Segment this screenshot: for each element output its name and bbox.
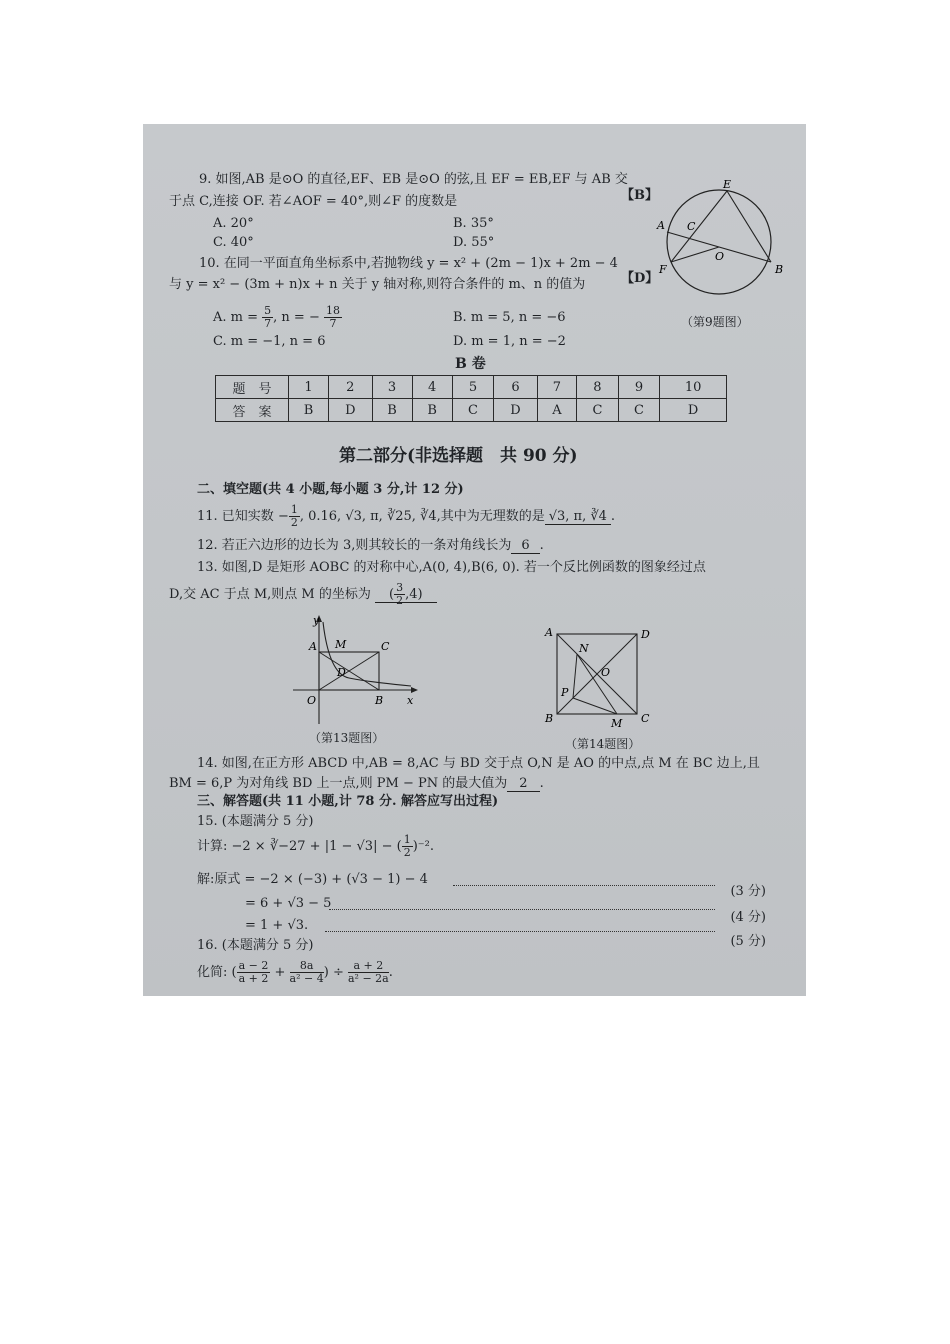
q9-label-c: C — [687, 220, 696, 233]
q14-label-m: M — [611, 717, 623, 728]
q14-answer: 2 — [507, 776, 539, 792]
answer-key-title: B 卷 — [455, 356, 486, 372]
q15-calculation — [197, 834, 434, 860]
answer-key-answer: D — [660, 399, 727, 422]
q14-label-n: N — [579, 642, 589, 655]
q10-line2: 与 y = x² − (3m + n)x + n 关于 y 轴对称,则符合条件的 m、n 的值为 — [169, 277, 586, 292]
answer-key-number: 1 — [289, 376, 329, 399]
q12-question: 12. 若正六边形的边长为 3,则其较长的一条对角线长为 — [197, 538, 512, 553]
q14-question: BM = 6,P 为对角线 BD 上一点,则 PM − PN 的最大值为 — [169, 776, 508, 791]
q12-answer: 6 — [511, 538, 539, 554]
answer-key-answer: C — [452, 399, 494, 422]
q15-solution-step3: = 1 + √3. — [245, 918, 309, 933]
answer-key-answer: C — [618, 399, 660, 422]
q11-text: 11. 已知实数 − $\frac{1}{2}$ , 0.16, √3, π, ∛25, ∛4,其中为无理数的是 √3, π, ∛4 . — [197, 503, 616, 529]
q11-fraction: $\frac{1}{2}$ — [290, 503, 298, 529]
q13-label-a: A — [309, 640, 317, 653]
q15-heading: 15. (本题满分 5 分) — [197, 814, 314, 829]
q10-option-a-prefix: A. m = — [213, 310, 259, 325]
q15-score-1: (3 分) — [730, 884, 766, 899]
section3-title: 三、解答题(共 11 小题,计 78 分. 解答应写出过程) — [197, 794, 499, 809]
answer-key-number: 5 — [452, 376, 494, 399]
q13-line2 — [169, 582, 437, 608]
q14-label-b: B — [545, 712, 554, 725]
q9-line1: 9. 如图,AB 是⊙O 的直径,EF、EB 是⊙O 的弦,且 EF = EB,EF 与 AB 交 — [199, 172, 628, 187]
q15-calc-fraction: $\frac{1}{2}$ — [403, 833, 411, 859]
q14-label-a: A — [545, 626, 553, 639]
answer-key-table — [215, 375, 727, 422]
q16-prefix: 化简: ( — [197, 965, 237, 980]
answer-key-answer: A — [537, 399, 576, 422]
q9-label-b: B — [775, 263, 784, 276]
q13-label-x: x — [407, 694, 414, 707]
q13-line1: 13. 如图,D 是矩形 AOBC 的对称中心,A(0, 4),B(6, 0). 若一个反比例函数的图象经过点 — [197, 560, 706, 575]
answer-key-answer: C — [577, 399, 619, 422]
answer-key-number: 10 — [660, 376, 727, 399]
q14-label-o: O — [601, 666, 611, 679]
q14-line1: 14. 如图,在正方形 ABCD 中,AB = 8,AC 与 BD 交于点 O,N 是 AO 的中点,点 M 在 BC 边上,且 — [197, 756, 760, 771]
q13-question: D,交 AC 于点 M,则点 M 的坐标为 — [169, 587, 371, 602]
q10-line1: 10. 在同一平面直角坐标系中,若抛物线 y = x² + (2m − 1)x + 2m − 4 — [199, 256, 618, 271]
answer-key-number: 2 — [329, 376, 372, 399]
answer-key-number: 3 — [372, 376, 412, 399]
answer-key-answer-row — [216, 399, 727, 422]
q13-answer: ( $\frac{3}{2}$ ,4) — [375, 587, 437, 603]
q13-figure — [283, 612, 423, 730]
q10-option-a — [213, 304, 342, 332]
q9-label-a: A — [657, 219, 665, 232]
exam-photo — [143, 124, 806, 996]
q9-label-f: F — [659, 263, 667, 276]
q13-label-m: M — [335, 638, 347, 651]
answer-key-number: 8 — [577, 376, 619, 399]
q9-option-a: A. 20° — [213, 216, 254, 231]
q15-leader-dots-2 — [329, 909, 715, 910]
q9-option-d: D. 55° — [453, 235, 495, 250]
q9-line2: 于点 C,连接 OF. 若∠AOF = 40°,则∠F 的度数是 — [169, 194, 458, 209]
answer-key-number: 4 — [412, 376, 452, 399]
q16-fraction-2: $\frac{8a}{\text{a² − 4}}$ — [289, 959, 324, 985]
answer-key-answer: B — [372, 399, 412, 422]
q13-label-b: B — [375, 694, 384, 707]
q16-suffix: . — [388, 965, 393, 980]
q15-calc-prefix: 计算: −2 × ∛−27 + |1 − √3| − ( — [197, 839, 402, 854]
q15-solution-step2: = 6 + √3 − 5 — [245, 896, 332, 911]
q15-score-2: (4 分) — [730, 910, 766, 925]
q14-label-p: P — [561, 686, 569, 699]
q10-option-a-n-fraction: $\frac{18}{7}$ — [325, 304, 340, 330]
q16-divide: ) ÷ — [323, 965, 344, 980]
answer-key-number: 7 — [537, 376, 576, 399]
q15-calc-suffix: )⁻². — [412, 839, 434, 854]
q15-score-3: (5 分) — [730, 934, 766, 949]
section2-title: 二、填空题(共 4 小题,每小题 3 分,计 12 分) — [197, 482, 464, 497]
q14-line2: BM = 6,P 为对角线 BD 上一点,则 PM − PN 的最大值为 2 . — [169, 776, 544, 791]
q9-answer: 【B】 — [621, 188, 658, 203]
answer-key-number: 6 — [494, 376, 537, 399]
q11-answer: √3, π, ∛4 — [545, 509, 611, 525]
answer-key-answer: B — [289, 399, 329, 422]
part2-title: 第二部分(非选择题 共 90 分) — [339, 446, 578, 466]
q14-label-c: C — [641, 712, 650, 725]
answer-key-answer-label: 答 案 — [216, 399, 289, 422]
q9-option-c: C. 40° — [213, 235, 254, 250]
q15-solution-step1: 解:原式 = −2 × (−3) + (√3 − 1) − 4 — [197, 872, 428, 887]
q14-figure — [541, 624, 661, 728]
answer-key-number-row — [216, 376, 727, 399]
q16-fraction-3: $\frac{a + 2}{\text{a² − 2a}}$ — [347, 959, 389, 985]
answer-key-number: 9 — [618, 376, 660, 399]
answer-key-answer: D — [329, 399, 372, 422]
q10-option-d: D. m = 1, n = −2 — [453, 334, 566, 349]
q9-circle-figure — [651, 174, 791, 324]
q10-option-a-mid: , n = − — [273, 310, 320, 325]
q9-label-o: O — [715, 250, 725, 263]
q9-option-b: B. 35° — [453, 216, 494, 231]
q9-figure-caption: （第9题图） — [681, 315, 749, 329]
q13-label-o: O — [307, 694, 317, 707]
q11-suffix: , 0.16, √3, π, ∛25, ∛4,其中为无理数的是 — [299, 509, 545, 524]
q10-option-c: C. m = −1, n = 6 — [213, 334, 326, 349]
q16-expression: 化简: ( $\frac{a - 2}{a + 2}$ + $\frac{8a}{\text{a² − 4}}$ ) ÷ $\frac{a + 2}{\text{a² − 2a}}$ . — [197, 959, 393, 985]
q13-figure-caption: （第13题图） — [309, 731, 385, 745]
q14-label-d: D — [641, 628, 650, 641]
q10-option-a-m-fraction: $\frac{5}{7}$ — [264, 304, 272, 330]
q9-label-e: E — [723, 178, 732, 191]
q13-label-c: C — [381, 640, 390, 653]
q12-text: 12. 若正六边形的边长为 3,则其较长的一条对角线长为 6 . — [197, 538, 544, 553]
q13-label-d: D — [337, 666, 346, 679]
answer-key-answer: B — [412, 399, 452, 422]
q13-label-y: y — [313, 614, 320, 627]
q15-leader-dots-1 — [453, 885, 715, 886]
q16-fraction-1: $\frac{a - 2}{a + 2}$ — [238, 959, 269, 985]
answer-key-answer: D — [494, 399, 537, 422]
q14-figure-caption: （第14题图） — [565, 737, 641, 751]
q10-answer: 【D】 — [621, 271, 659, 286]
q11-prefix: 11. 已知实数 − — [197, 509, 289, 524]
answer-key-number-label: 题 号 — [216, 376, 289, 399]
q15-leader-dots-3 — [325, 931, 715, 932]
q10-option-b: B. m = 5, n = −6 — [453, 310, 566, 325]
q16-heading: 16. (本题满分 5 分) — [197, 938, 314, 953]
